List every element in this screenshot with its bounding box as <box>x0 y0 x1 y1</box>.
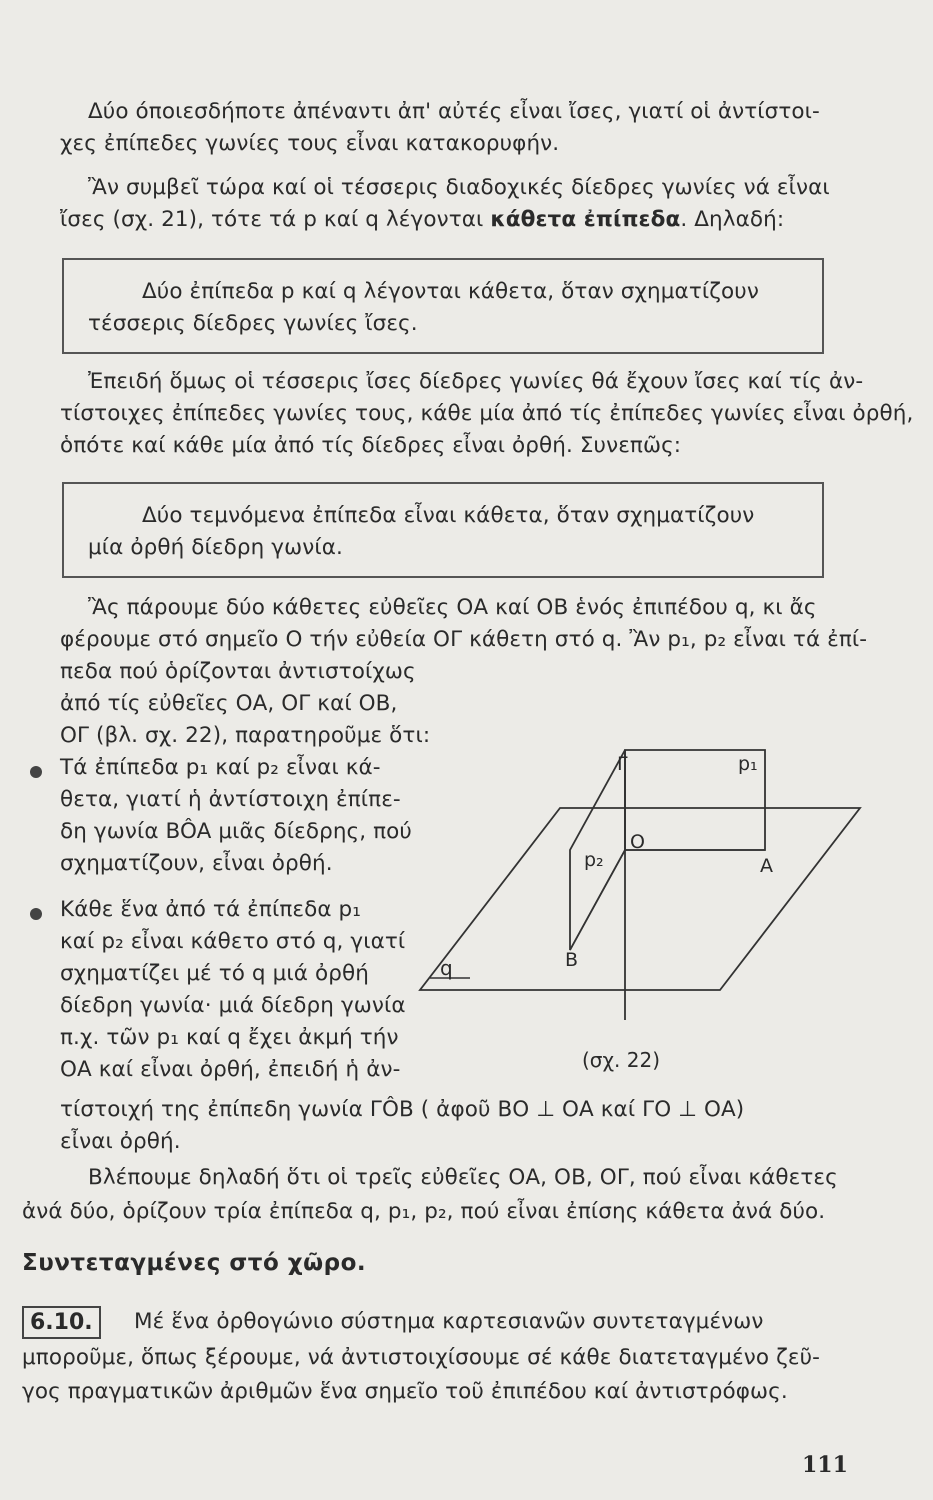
label-gamma: Γ <box>617 753 628 775</box>
section-line-3: γος πραγματικῶν ἀριθμῶν ἕνα σημεῖο τοῦ ἐπιπέδου καί ἀντιστρόφως. <box>22 1379 788 1404</box>
para5-line-2: ἀνά δύο, ὁρίζουν τρία ἐπίπεδα q, p₁, p₂, πού εἶναι ἐπίσης κάθετα ἀνά δύο. <box>22 1199 826 1224</box>
para5-line-1: Βλέπουμε δηλαδή ὅτι οἱ τρεῖς εὐθεῖες ΟΑ, ΟΒ, ΟΓ, πού εἶναι κάθετες <box>88 1165 838 1190</box>
para1-line-2: χες ἐπίπεδες γωνίες τους εἶναι κατακορυφήν. <box>60 131 560 156</box>
para3-line-1: Ἐπειδή ὅμως οἱ τέσσερις ἴσες δίεδρες γωνίες θά ἔχουν ἴσες καί τίς ἀν- <box>88 369 864 394</box>
label-p1: p₁ <box>738 753 758 775</box>
para4-line-3: πεδα πού ὁρίζονται ἀντιστοίχως <box>60 659 416 684</box>
label-q: q <box>440 956 453 980</box>
page-number: 111 <box>802 1452 848 1478</box>
section-number: 6.10. <box>22 1306 101 1339</box>
bullet1-line-1: Τά ἐπίπεδα p₁ καί p₂ εἶναι κά- <box>60 755 381 780</box>
bullet2-line-4: δίεδρη γωνία· μιά δίεδρη γωνία <box>60 993 406 1018</box>
para4-line-5: ΟΓ (βλ. σχ. 22), παρατηροῦμε ὅτι: <box>60 723 431 748</box>
label-o: O <box>630 831 645 853</box>
para3-line-2: τίστοιχες ἐπίπεδες γωνίες τους, κάθε μία ἀπό τίς ἐπίπεδες γωνίες εἶναι ὀρθή, <box>60 401 914 426</box>
def2-line-2: μία ὀρθή δίεδρη γωνία. <box>88 535 343 560</box>
para4-line-4: ἀπό τίς εὐθεῖες ΟΑ, ΟΓ καί ΟΒ, <box>60 691 398 716</box>
bullet2-line-5: π.χ. τῶν p₁ καί q ἔχει ἀκμή τήν <box>60 1025 399 1050</box>
label-p2: p₂ <box>584 849 604 871</box>
para4-line-2: φέρουμε στό σημεῖο Ο τήν εὐθεία ΟΓ κάθετη στό q. Ἂν p₁, p₂ εἶναι τά ἐπί- <box>60 627 868 652</box>
bullet2-line-6: ΟΑ καί εἶναι ὀρθή, ἐπειδή ἡ ἀν- <box>60 1057 401 1082</box>
bullet2-cont-line-2: εἶναι ὀρθή. <box>60 1129 181 1154</box>
section-line-2: μποροῦμε, ὅπως ξέρουμε, νά ἀντιστοιχίσουμε σέ κάθε διατεταγμένο ζεῦ- <box>22 1345 820 1370</box>
bullet-dot-1 <box>30 766 42 778</box>
para2-line-2-end: . Δηλαδή: <box>680 207 785 232</box>
def1-line-1: Δύο ἐπίπεδα p καί q λέγονται κάθετα, ὅταν σχηματίζουν <box>142 279 759 304</box>
bullet1-line-2: θετα, γιατί ἡ ἀντίστοιχη ἐπίπε- <box>60 787 401 812</box>
para2-line-2 <box>60 204 784 236</box>
definition-box-2 <box>62 482 824 578</box>
definition-box-1 <box>62 258 824 354</box>
bullet-dot-2 <box>30 908 42 920</box>
label-b: B <box>565 949 579 971</box>
bullet2-line-1: Κάθε ἕνα ἀπό τά ἐπίπεδα p₁ <box>60 897 362 922</box>
para2-line-1: Ἂν συμβεῖ τώρα καί οἱ τέσσερις διαδοχικές δίεδρες γωνίες νά εἶναι <box>88 175 830 200</box>
bullet2-cont-line-1: τίστοιχή της ἐπίπεδη γωνία ΓÔΒ ( ἀφοῦ ΒΟ ⊥ ΟΑ καί ΓΟ ⊥ ΟΑ) <box>60 1097 745 1122</box>
bullet1-line-4: σχηματίζουν, εἶναι ὀρθή. <box>60 851 333 876</box>
para3-line-3: ὁπότε καί κάθε μία ἀπό τίς δίεδρες εἶναι ὀρθή. Συνεπῶς: <box>60 433 682 458</box>
def1-line-2: τέσσερις δίεδρες γωνίες ἴσες. <box>88 311 418 336</box>
bullet2-line-2: καί p₂ εἶναι κάθετο στό q, γιατί <box>60 929 406 954</box>
para4-line-1: Ἂς πάρουμε δύο κάθετες εὐθεῖες ΟΑ καί ΟΒ ἑνός ἐπιπέδου q, κι ἄς <box>88 595 817 620</box>
figure-22-caption: (σχ. 22) <box>582 1048 660 1072</box>
bullet2-line-3: σχηματίζει μέ τό q μιά ὀρθή <box>60 961 369 986</box>
para2-line-2-start: ἴσες (σχ. 21), τότε τά p καί q λέγονται <box>60 207 491 232</box>
para1-line-1: Δύο όποιεσδήποτε ἀπέναντι ἀπ' αὐτές εἶναι ἴσες, γιατί οἱ ἀντίστοι- <box>88 99 820 124</box>
figure-22-diagram <box>410 740 870 1040</box>
bullet1-line-3: δη γωνία BÔA μιᾶς δίεδρης, πού <box>60 819 412 844</box>
label-a: A <box>760 855 773 877</box>
section-heading: Συντεταγμένες στό χῶρο. <box>22 1250 367 1276</box>
perpendicular-planes-term: κάθετα ἐπίπεδα <box>490 207 681 232</box>
def2-line-1: Δύο τεμνόμενα ἐπίπεδα εἶναι κάθετα, ὅταν σχηματίζουν <box>142 503 755 528</box>
section-line-1: Μέ ἕνα ὀρθογώνιο σύστημα καρτεσιανῶν συντεταγμένων <box>134 1309 764 1334</box>
